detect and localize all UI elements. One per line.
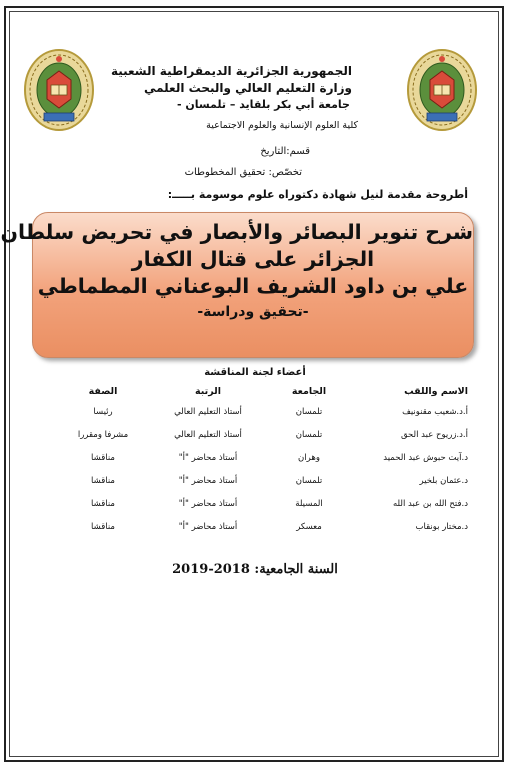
republic-name: الجمهورية الجزائرية الديمقراطية الشعبية	[110, 64, 352, 78]
thesis-title-line-2: الجزائر على قتال الكفار	[131, 247, 375, 271]
committee-table	[58, 382, 468, 538]
thesis-subtitle: -تحقيق ودراسة-	[197, 304, 309, 320]
member-role: رئيسا	[93, 406, 113, 417]
university-emblem-icon	[22, 47, 96, 133]
committee-row	[58, 400, 468, 423]
committee-row	[58, 515, 468, 538]
committee-header-row	[58, 382, 468, 400]
member-university: تلمسان	[295, 406, 323, 417]
specialty-name: تخصّص: تحقيق المخطوطات	[184, 167, 302, 178]
member-rank: أستاذ محاضر "أ"	[178, 452, 238, 463]
member-name: د.آيت حبوش عبد الحميد	[383, 452, 468, 463]
member-role: مناقشا	[91, 475, 115, 486]
member-university: معسكر	[296, 521, 322, 532]
member-name: أ.د.زريوح عبد الحق	[400, 429, 468, 440]
member-name: د.عثمان بلخير	[419, 475, 468, 486]
column-header-university: الجامعة	[291, 385, 327, 397]
member-name: أ.د.شعيب مقنونيف	[402, 406, 468, 417]
thesis-title-box	[0, 212, 474, 358]
thesis-intro: أطروحة مقدمة لنيل شهادة دكتوراه علوم موسومة بـــــ:	[167, 188, 468, 201]
department-name: قسم:التاريخ	[260, 146, 310, 157]
member-role: مناقشا	[91, 498, 115, 509]
member-university: تلمسان	[295, 475, 323, 486]
member-rank: أستاذ محاضر "أ"	[178, 521, 238, 532]
member-rank: أستاذ محاضر "أ"	[178, 475, 238, 486]
member-role: مناقشا	[91, 521, 115, 532]
member-university: تلمسان	[295, 429, 323, 440]
thesis-title-line-1: شرح تنوير البصائر والأبصار في تحريض سلطان	[0, 220, 473, 244]
member-name: د.مختار بونقاب	[415, 521, 468, 532]
column-header-role: الصفة	[88, 385, 118, 397]
member-rank: أستاذ التعليم العالي	[174, 406, 242, 417]
column-header-rank: الرتبة	[195, 385, 221, 397]
ministry-name: وزارة التعليم العالي والبحث العلمي	[143, 81, 352, 95]
committee-row	[58, 492, 468, 515]
member-role: مناقشا	[91, 452, 115, 463]
committee-heading: أعضاء لجنة المناقشة	[204, 367, 306, 378]
faculty-name: كلية العلوم الإنسانية والعلوم الاجتماعية	[206, 120, 358, 131]
member-role: مشرفا ومقررا	[77, 429, 129, 440]
committee-row	[58, 423, 468, 446]
committee-row	[58, 446, 468, 469]
column-header-name: الاسم واللقب	[404, 385, 468, 397]
university-emblem-icon	[405, 47, 479, 133]
member-university: المسيلة	[295, 498, 323, 509]
committee-row	[58, 469, 468, 492]
member-rank: أستاذ التعليم العالي	[174, 429, 242, 440]
academic-year: السنة الجامعية: 2018-2019	[172, 562, 338, 577]
member-name: د.فتح الله بن عبد الله	[393, 498, 468, 509]
member-rank: أستاذ محاضر "أ"	[178, 498, 238, 509]
thesis-title-line-3: علي بن داود الشريف البوعناني المطماطي	[37, 274, 469, 298]
member-university: وهران	[298, 452, 320, 463]
university-name: جامعة أبي بكر بلقايد – تلمسان -	[176, 98, 350, 111]
